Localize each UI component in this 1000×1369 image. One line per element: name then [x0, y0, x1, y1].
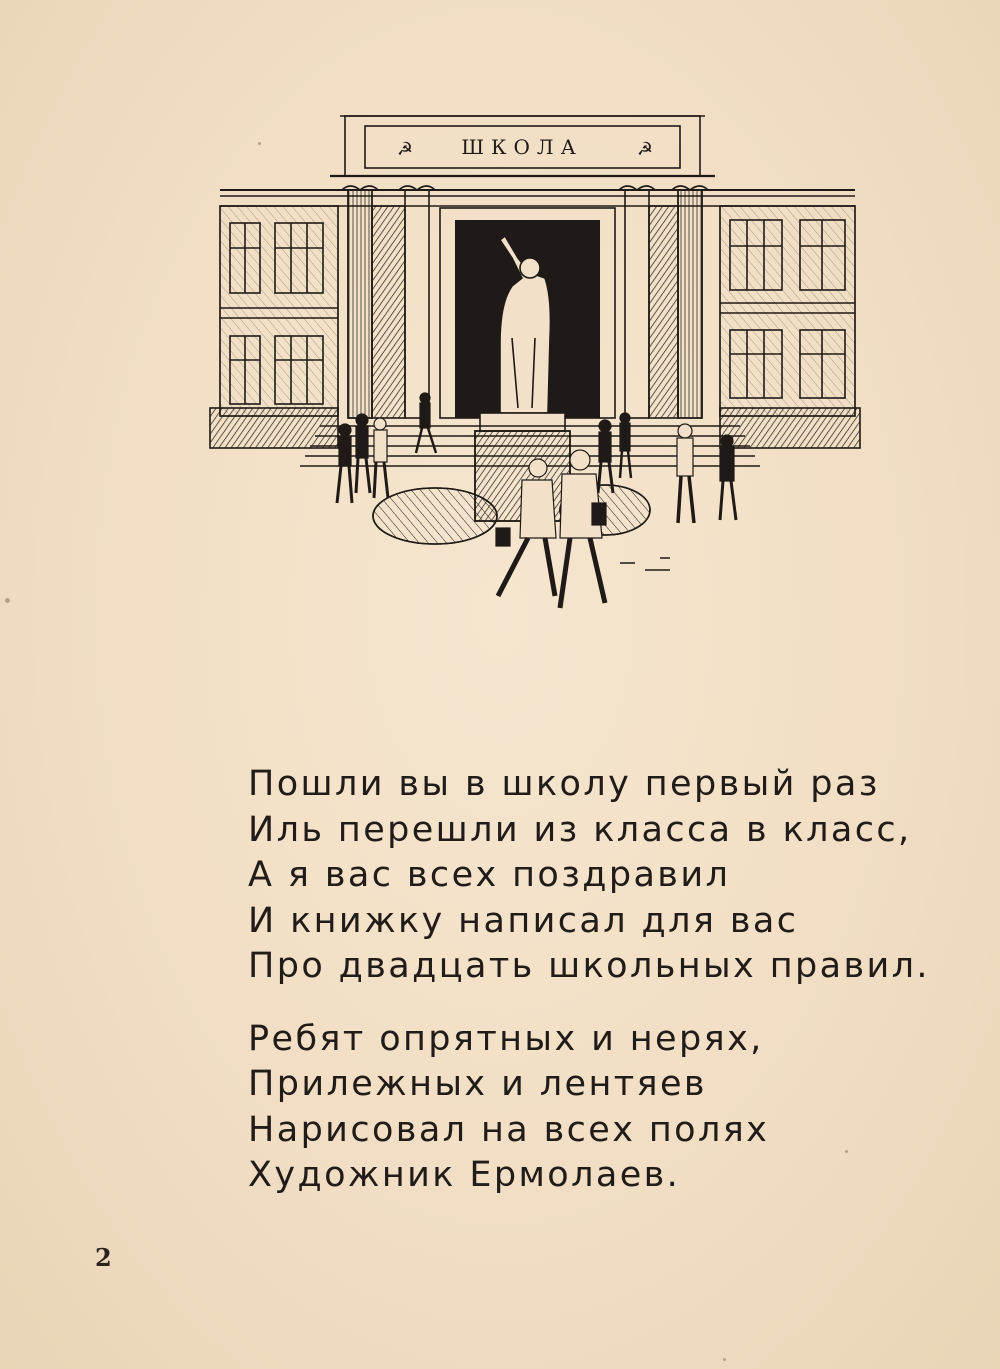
poem [248, 762, 948, 1226]
paper-speck [258, 142, 261, 145]
poem-line: Нарисовал на всех полях [248, 1109, 770, 1150]
poem-line: Художник Ермолаев. [248, 1155, 681, 1195]
paper-speck [845, 1150, 848, 1153]
poem-line: Прилежных и лентяев [248, 1064, 707, 1104]
emblem-right-icon: ☭ [636, 139, 654, 160]
school-building-illustration [200, 108, 865, 628]
poem-line: Пошли вы в школу первый раз [248, 764, 880, 804]
poem-line: Про двадцать школьных правил. [248, 946, 930, 986]
building-sign-text: ШКОЛА [461, 135, 583, 159]
emblem-left-icon: ☭ [396, 139, 414, 160]
poem-line: А я вас всех поздравил [248, 855, 731, 895]
stanza-1 [248, 762, 948, 990]
poem-line: И книжку написал для вас [248, 900, 799, 941]
stanza-2 [248, 1017, 948, 1199]
paper-speck [5, 598, 10, 603]
poem-line: Ребят опрятных и нерях, [248, 1018, 764, 1059]
poem-line: Иль перешли из класса в класс, [248, 809, 912, 850]
paper-speck [723, 1358, 726, 1361]
page-number: 2 [95, 1243, 112, 1272]
